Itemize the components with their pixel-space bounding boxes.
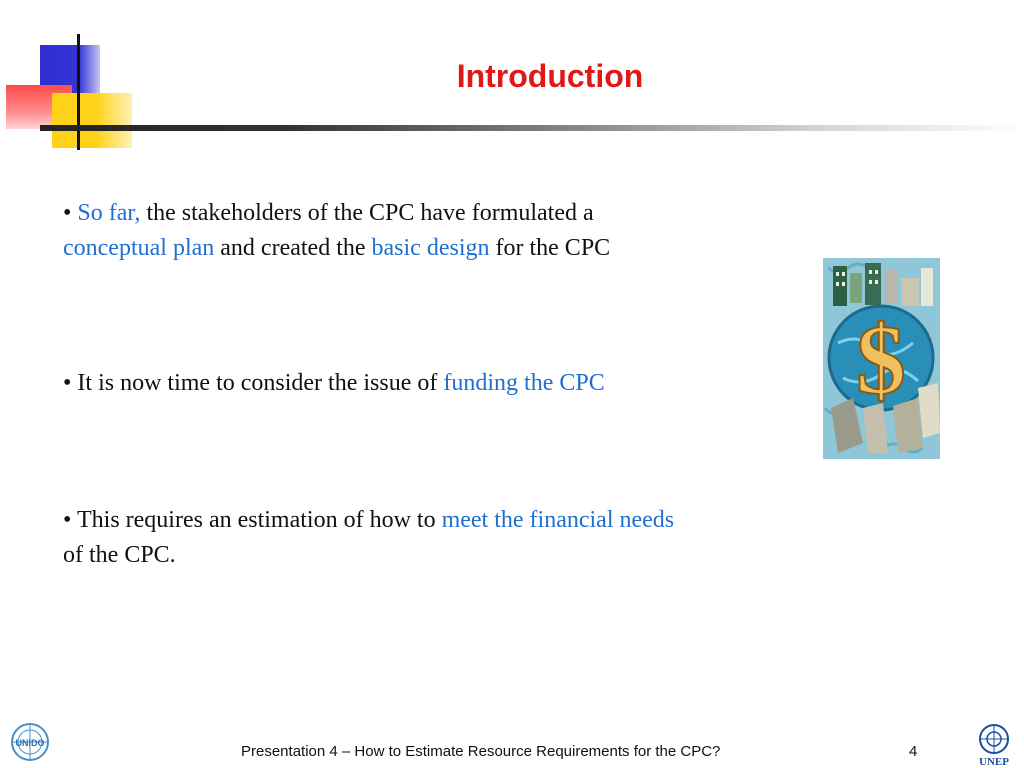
highlight-financial-needs: meet the financial needs <box>441 507 675 533</box>
dollar-city-clipart <box>823 258 940 459</box>
bullet-marker: • <box>63 507 72 533</box>
highlight-so-far: So far, <box>77 200 141 226</box>
bullet-text: for the CPC <box>495 235 611 261</box>
bullet-marker: • <box>63 370 72 396</box>
highlight-funding-the-cpc: funding the CPC <box>443 370 605 396</box>
svg-text:UNIDO: UNIDO <box>15 738 45 748</box>
highlight-basic-design: basic design <box>371 235 490 261</box>
footer-presentation-title: Presentation 4 – How to Estimate Resource Requirements for the CPC? <box>241 743 721 760</box>
bullet-so-far <box>63 196 783 266</box>
unep-logo-icon <box>972 722 1016 768</box>
page-number: 4 <box>909 743 918 760</box>
bullet-text: It is now time to consider the issue of <box>77 370 438 396</box>
decor-yellow-square <box>52 93 132 148</box>
header-divider <box>40 125 1024 131</box>
decor-vertical-line <box>77 34 80 150</box>
bullet-funding <box>63 366 783 401</box>
unido-logo-icon <box>8 722 52 766</box>
dollar-sign-icon: $ <box>856 304 906 415</box>
slide-title: Introduction <box>456 58 644 94</box>
highlight-conceptual-plan: conceptual plan <box>63 235 215 261</box>
bullet-text: This requires an estimation of how to <box>76 507 436 533</box>
bullet-estimation <box>63 503 783 573</box>
bullet-text: the stakeholders of the CPC have formulated a <box>146 200 594 226</box>
bullet-text: and created the <box>220 235 366 261</box>
bullet-text: of the CPC. <box>63 542 176 568</box>
svg-text:UNEP: UNEP <box>979 756 1009 768</box>
bullet-marker: • <box>63 200 72 226</box>
